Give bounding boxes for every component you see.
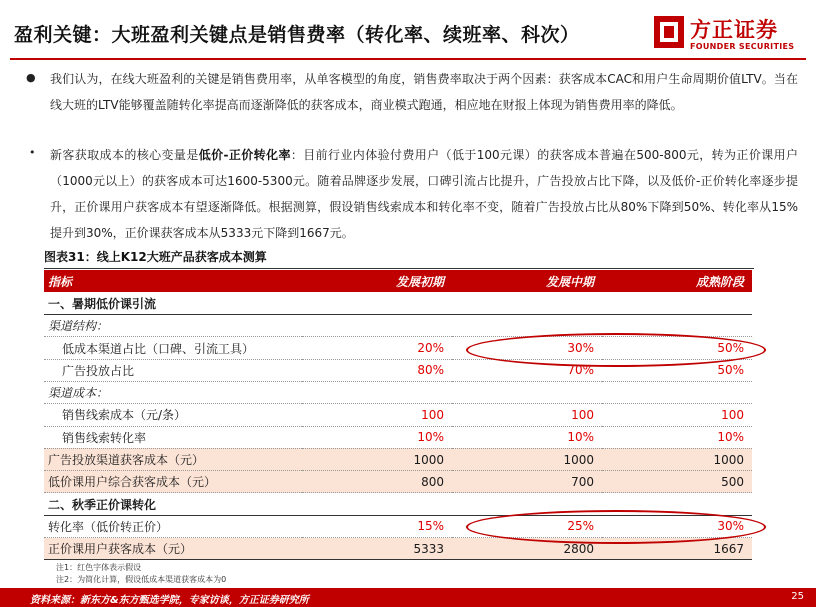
row-value: 50% <box>602 337 752 359</box>
table-row <box>44 471 752 493</box>
table-header-cell: 发展中期 <box>452 270 602 292</box>
paragraph-1: 我们认为，在线大班盈利的关键是销售费用率，从单客模型的角度，销售费率取决于两个因素：获客成本CAC和用户生命周期价值LTV。当在线大班的LTV能够覆盖随转化率提高而逐渐降低的获客成本，商业模式跑通，相应地在财报上体现为销售费用率的降低。 <box>50 72 798 112</box>
row-value: 15% <box>302 515 452 537</box>
row-value <box>302 493 452 515</box>
row-label: 渠道结构： <box>44 315 302 337</box>
table-row <box>44 448 752 470</box>
page-number: 25 <box>791 591 804 602</box>
row-value: 10% <box>602 426 752 448</box>
row-label: 低价课用户综合获客成本（元） <box>44 471 302 493</box>
table-row <box>44 381 752 403</box>
founder-logo-icon <box>652 14 686 50</box>
table-row <box>44 426 752 448</box>
row-value: 2800 <box>452 538 602 560</box>
row-value: 30% <box>602 515 752 537</box>
table-row <box>44 292 752 314</box>
row-label: 正价课用户获客成本（元） <box>44 538 302 560</box>
row-value: 700 <box>452 471 602 493</box>
table-note-1: 注1：红色字体表示假设 <box>56 563 142 572</box>
table-title-rule <box>44 268 754 269</box>
paragraph-2 <box>50 142 798 246</box>
row-value <box>302 292 452 314</box>
paragraph-2-lead: 新客获取成本的核心变量是 <box>50 148 199 162</box>
paragraph-2-rest: ：目前行业内体验付费用户（低于100元课）的获客成本普遍在500-800元，转为正价课用户（1000元以上）的获客成本可达1600-5300元。随着品牌逐步发展，口碑引流占比提升，广告投放占比下降，以及低价-正价转化率逐步提升，正价课用户获客成本有望逐渐降低。根据测算，假设销售线索成本和转化率不变，随着广告投放占比从80%下降到50%、转化率从15%提升到30%，正价课获客成本从5333元下降到1667元。 <box>50 148 799 240</box>
row-value: 10% <box>302 426 452 448</box>
table-note-2: 注2：为简化计算，假设低成本渠道获客成本为0 <box>56 575 227 584</box>
table-header-cell: 发展初期 <box>302 270 452 292</box>
row-value: 100 <box>452 404 602 426</box>
row-label: 转化率（低价转正价） <box>44 515 302 537</box>
row-label: 低成本渠道占比（口碑、引流工具） <box>44 337 302 359</box>
row-label: 渠道成本： <box>44 381 302 403</box>
table-row <box>44 404 752 426</box>
paragraph-2-highlight: 低价-正价转化率 <box>198 148 291 162</box>
table-title: 图表31：线上K12大班产品获客成本测算 <box>44 250 267 264</box>
row-value: 80% <box>302 359 452 381</box>
row-label: 广告投放占比 <box>44 359 302 381</box>
row-label: 二、秋季正价课转化 <box>44 493 302 515</box>
row-value: 1000 <box>602 448 752 470</box>
row-value: 100 <box>602 404 752 426</box>
row-label: 广告投放渠道获客成本（元） <box>44 448 302 470</box>
row-value: 20% <box>302 337 452 359</box>
logo-text-en: FOUNDER SECURITIES <box>690 42 795 51</box>
row-label: 销售线索转化率 <box>44 426 302 448</box>
header-divider <box>10 58 806 60</box>
row-label: 一、暑期低价课引流 <box>44 292 302 314</box>
bullet-dot-icon: • <box>29 146 36 159</box>
footer-bar <box>0 588 816 607</box>
footer-source: 资料来源：新东方&东方甄选学院，专家访谈，方正证券研究所 <box>30 595 309 606</box>
row-value: 800 <box>302 471 452 493</box>
row-value <box>452 381 602 403</box>
founder-securities-logo <box>652 12 802 56</box>
row-value <box>302 315 452 337</box>
table-header-cell: 成熟阶段 <box>602 270 752 292</box>
row-label: 销售线索成本（元/条） <box>44 404 302 426</box>
row-value <box>302 381 452 403</box>
page-title: 盈利关键：大班盈利关键点是销售费率（转化率、续班率、科次） <box>14 24 580 46</box>
bullet-dot-icon: ● <box>26 71 36 84</box>
row-value: 1000 <box>302 448 452 470</box>
row-value: 50% <box>602 359 752 381</box>
row-value: 1667 <box>602 538 752 560</box>
table-header-cell: 指标 <box>44 270 302 292</box>
row-value: 500 <box>602 471 752 493</box>
row-value: 25% <box>452 515 602 537</box>
logo-text-cn: 方正证券 <box>690 18 778 42</box>
row-value <box>602 292 752 314</box>
row-value: 5333 <box>302 538 452 560</box>
row-value: 100 <box>302 404 452 426</box>
row-value: 1000 <box>452 448 602 470</box>
row-value: 30% <box>452 337 602 359</box>
row-value <box>452 292 602 314</box>
table-header-row <box>44 270 752 292</box>
highlight-ellipse-low-cost-share <box>466 333 766 367</box>
highlight-ellipse-conversion-rate <box>466 510 766 544</box>
row-value: 10% <box>452 426 602 448</box>
row-value <box>602 381 752 403</box>
row-value: 70% <box>452 359 602 381</box>
